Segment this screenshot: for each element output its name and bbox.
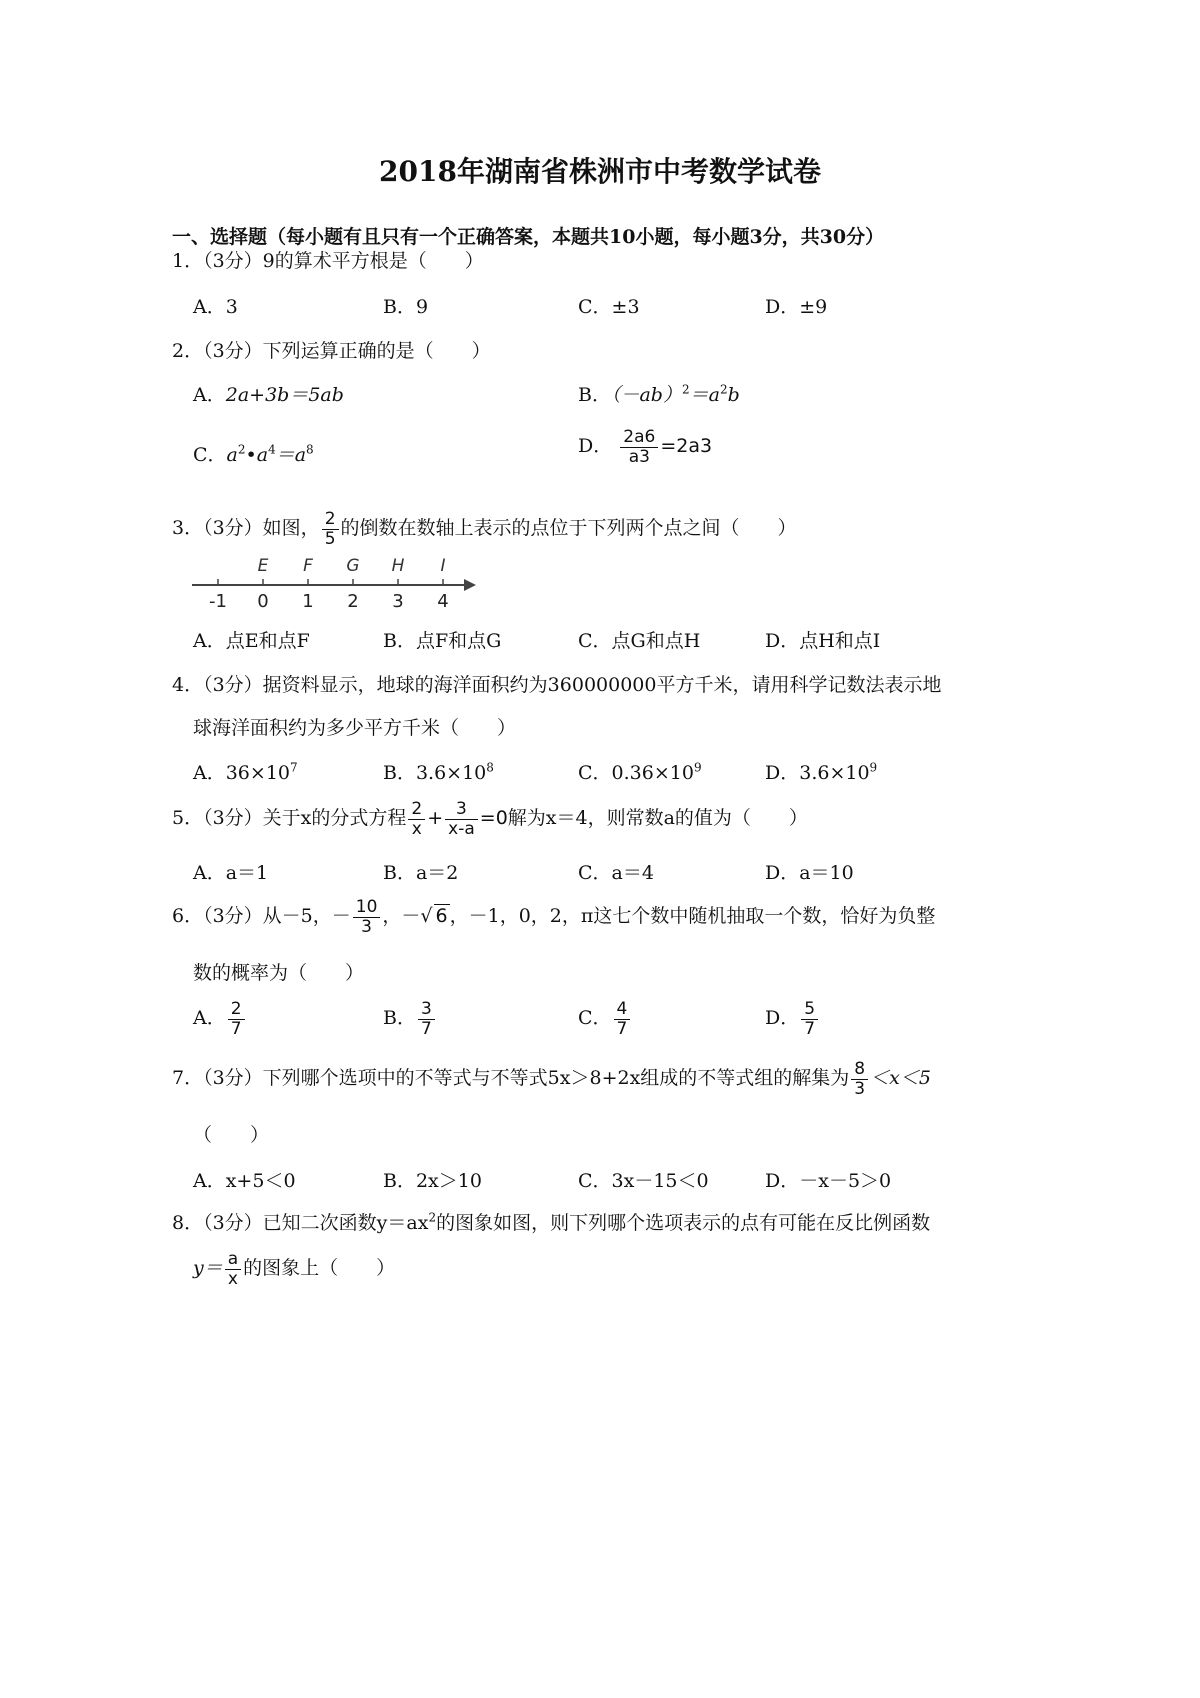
q5-f1-den: x (411, 818, 422, 839)
q3-stem-start: 3．（3分）如图， (172, 517, 320, 540)
q7-option-d: D．－x－5＞0 (765, 1170, 892, 1192)
q6-sep: ，－ (382, 905, 421, 928)
q2-a-prefix: A． (193, 384, 226, 406)
q2-d-numerator: 2a6 (620, 428, 658, 448)
q8-stem-mid: 的图象如图，则下列哪个选项表示的点有可能在反比例函数 (436, 1212, 931, 1234)
q1-option-b: B．9 (383, 296, 429, 318)
q6-a-den: 7 (230, 1018, 242, 1039)
q2-d-fraction (620, 428, 658, 466)
q3-option-b: B．点F和点G (383, 630, 502, 652)
q2-c-a: a (226, 444, 238, 466)
q2-d-prefix: D． (578, 435, 613, 458)
q3-option-a: A．点E和点F (193, 630, 310, 652)
q1-option-c: C．±3 (578, 296, 640, 318)
q2-b-tail: b (727, 384, 740, 406)
q5-eq: =0 (479, 807, 508, 830)
q4-c-exp: 9 (693, 760, 702, 775)
q6-stem-mid: ，－1，0，2，π这七个数中随机抽取一个数，恰好为负整 (449, 905, 936, 928)
number-line-arrow (464, 579, 476, 591)
q8-y-eq: y＝ (193, 1257, 223, 1280)
q4-c-base: C．0.36×10 (578, 762, 694, 784)
page-title: 2018年湖南省株洲市中考数学试卷 (379, 155, 821, 188)
q2-c-eq: ＝a (275, 444, 307, 466)
q6-f-num: 10 (353, 898, 381, 918)
q2-b-exp: 2 (681, 382, 690, 397)
number-line-figure (192, 555, 482, 615)
q4-b-base: B．3.6×10 (383, 762, 487, 784)
question-2-stem: 2．（3分）下列运算正确的是（ ） (172, 340, 491, 362)
q6-option-d (765, 1000, 820, 1038)
question-8-stem-line-2 (193, 1250, 395, 1288)
q6-d-prefix: D． (765, 1007, 800, 1030)
number-line-number: 1 (302, 591, 314, 612)
q5-option-a: A．a＝1 (193, 862, 269, 884)
q4-option-d (765, 758, 877, 785)
q5-stem-start: 5．（3分）关于x的分式方程 (172, 807, 407, 830)
q8-f-num: a (225, 1250, 241, 1270)
q4-d-exp: 9 (869, 760, 878, 775)
q2-d-rhs: =2a3 (660, 435, 713, 458)
q5-fraction-1 (408, 800, 425, 838)
q7-f-num: 8 (851, 1060, 868, 1080)
q3-stem-end: 的倒数在数轴上表示的点位于下列两个点之间（ ） (340, 517, 797, 540)
number-line-number: 4 (437, 591, 449, 612)
question-7-stem-line-2: （ ） (193, 1124, 270, 1146)
q5-f2-num: 3 (445, 800, 478, 820)
q7-option-c: C．3x－15＜0 (578, 1170, 709, 1192)
q2-c-dot: •a (245, 444, 269, 466)
q6-a-num: 2 (228, 1000, 245, 1020)
q3-fraction (322, 510, 339, 548)
q5-fraction-2 (445, 800, 478, 838)
q4-b-exp: 8 (486, 760, 494, 775)
q5-f1-num: 2 (408, 800, 425, 820)
q5-f2-den: x-a (448, 818, 475, 839)
q6-sqrt: 6 (435, 905, 448, 928)
number-line-number: 3 (392, 591, 404, 612)
q6-option-b (383, 1000, 437, 1038)
number-line-point-label: I (440, 556, 446, 576)
q2-option-d (578, 428, 712, 466)
q4-option-c (578, 758, 702, 785)
question-6-stem-line-2: 数的概率为（ ） (193, 962, 365, 984)
q5-option-b: B．a＝2 (383, 862, 459, 884)
q4-option-a (193, 758, 298, 785)
number-line-point-label: H (391, 556, 405, 576)
q6-f-den: 3 (361, 916, 372, 937)
q7-f-den: 3 (854, 1078, 866, 1099)
q2-option-b (578, 380, 740, 407)
q8-fraction (225, 1250, 241, 1288)
q8-exp: 2 (428, 1210, 437, 1225)
q7-option-a: A．x+5＜0 (193, 1170, 296, 1192)
q2-c-prefix: C． (193, 444, 227, 466)
q8-stem-end: 的图象上（ ） (243, 1257, 396, 1280)
question-6-stem-line-1: 6．（3分）从－5，－ $\frac{10}{3}$ ，－√ 6 ，－1，0，2，π这七个数中随机抽取一个数，恰好为负整 (172, 897, 936, 937)
q2-d-denominator: a3 (628, 446, 650, 467)
question-8-stem-line-1 (172, 1208, 930, 1235)
number-line-number: 2 (347, 591, 359, 612)
q3-frac-num: 2 (322, 510, 339, 530)
q6-d-num: 5 (801, 1000, 818, 1020)
q6-option-c (578, 1000, 632, 1038)
q6-d-den: 7 (804, 1018, 816, 1039)
q4-a-exp: 7 (290, 760, 298, 775)
q7-stem-end: ＜x＜5 (870, 1067, 931, 1090)
q6-stem-start: 6．（3分）从－5，－ (172, 905, 351, 928)
q4-d-base: D．3.6×10 (765, 762, 870, 784)
question-4-stem-line-2: 球海洋面积约为多少平方千米（ ） (193, 717, 517, 739)
question-5-stem (172, 800, 808, 838)
q6-option-a (193, 1000, 247, 1038)
question-3-stem (172, 510, 797, 548)
q1-option-d: D．±9 (765, 296, 828, 318)
question-4-stem-line-1: 4．（3分）据资料显示，地球的海洋面积约为360000000平方千米，请用科学记数法表示地 (172, 674, 942, 696)
q2-c-e3: 8 (306, 442, 314, 457)
number-line-number: -1 (209, 591, 227, 612)
section-heading: 一、选择题（每小题有且只有一个正确答案，本题共10小题，每小题3分，共30分） (172, 226, 885, 248)
q3-option-c: C．点G和点H (578, 630, 701, 652)
q6-fraction (353, 898, 381, 936)
q5-plus: + (427, 807, 444, 830)
q2-a-expr: 2a+3b＝5ab (225, 384, 344, 406)
q7-stem-start: 7．（3分）下列哪个选项中的不等式与不等式5x＞8+2x组成的不等式组的解集为 (172, 1067, 850, 1090)
number-line-point-label: G (346, 556, 360, 576)
q6-c-num: 4 (614, 1000, 631, 1020)
q3-option-d: D．点H和点I (765, 630, 881, 652)
q8-f-den: x (227, 1268, 238, 1289)
q2-c-e1: 2 (237, 442, 246, 457)
q5-option-d: D．a＝10 (765, 862, 854, 884)
q2-c-e2: 4 (268, 442, 276, 457)
question-7-stem-line-1 (172, 1060, 931, 1098)
q6-b-den: 7 (420, 1018, 432, 1039)
q6-b-num: 3 (418, 1000, 435, 1020)
q5-option-c: C．a＝4 (578, 862, 654, 884)
q6-c-den: 7 (616, 1018, 628, 1039)
number-line-point-label: E (257, 556, 269, 576)
q2-option-c (193, 440, 314, 467)
q7-fraction (851, 1060, 868, 1098)
question-1-stem: 1．（3分）9的算术平方根是（ ） (172, 250, 484, 272)
q6-b-prefix: B． (383, 1007, 416, 1030)
q2-b-exp2: 2 (719, 382, 728, 397)
q2-b-eq: ＝a (689, 384, 720, 406)
q2-b-prefix: B． (578, 384, 611, 406)
q5-stem-end: 解为x＝4，则常数a的值为（ ） (507, 807, 808, 830)
q4-option-b (383, 758, 494, 785)
q8-stem-start: 8．（3分）已知二次函数y＝ax (172, 1212, 429, 1234)
number-line-number: 0 (257, 591, 269, 612)
q6-a-prefix: A． (193, 1007, 226, 1030)
q6-c-prefix: C． (578, 1007, 612, 1030)
number-line-point-label: F (303, 556, 313, 576)
q7-option-b: B．2x＞10 (383, 1170, 482, 1192)
q4-a-base: A．36×10 (193, 762, 290, 784)
q2-option-a (193, 380, 344, 407)
q2-b-base: （－ab） (610, 384, 682, 406)
q3-frac-den: 5 (324, 528, 336, 549)
q1-option-a: A．3 (193, 296, 238, 318)
